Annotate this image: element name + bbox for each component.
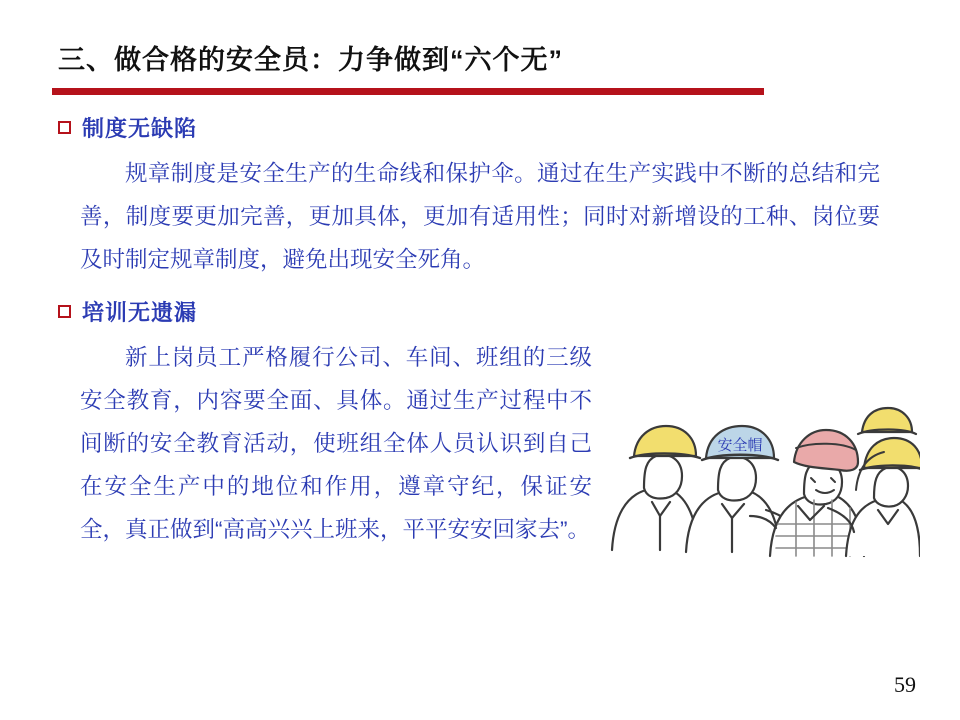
bullet-heading-2-label: 培训无遗漏 — [82, 300, 198, 325]
page-title: 三、做合格的安全员：力争做到“六个无” — [58, 45, 563, 75]
bullet-heading-1-label: 制度无缺陷 — [82, 116, 198, 141]
bullet-paragraph-2: 新上岗员工严格履行公司、车间、班组的三级安全教育，内容要全面、具体。通过生产过程中不间断的安全教育活动，使班组全体人员认识到自己在安全生产中的地位和作用，遵章守纪，保证安全，真正做到“高高兴兴上班来，平平安安回家去”。 — [80, 345, 592, 542]
bullet-paragraph-1: 规章制度是安全生产的生命线和保护伞。通过在生产实践中不断的总结和完善，制度要更加完善，更加具体，更加有适用性；同时对新增设的工种、岗位要及时制定规章制度，避免出现安全死角。 — [80, 161, 880, 272]
square-bullet-icon — [58, 121, 71, 134]
square-bullet-icon — [58, 305, 71, 318]
bullet-heading-1 — [58, 112, 197, 143]
svg-text:安全帽: 安全帽 — [717, 437, 763, 454]
title-divider — [52, 88, 764, 95]
bullet-heading-2 — [58, 296, 197, 327]
page-number: 59 — [894, 672, 916, 697]
workers-in-helmets-illustration — [600, 320, 920, 570]
